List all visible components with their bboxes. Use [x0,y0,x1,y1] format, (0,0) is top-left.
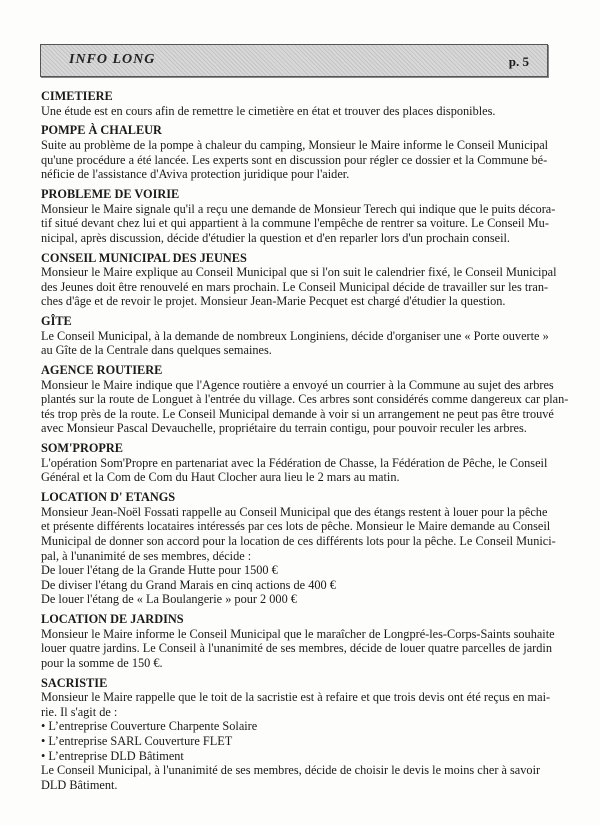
paragraph-line: Le Conseil Municipal, à l'unanimité de ses membres, décide de choisir le devis le moins cher à savoir [41,763,541,778]
section-heading: POMPE À CHALEUR [41,123,162,138]
paragraph-line: De diviser l'étang du Grand Marais en cinq actions de 400 € [41,577,336,592]
paragraph-line: De louer l'étang de la Grande Hutte pour 1500 € [41,563,278,578]
paragraph-line: au Gîte de la Centrale dans quelques semaines. [41,343,272,358]
paragraph-line: tif situé devant chez lui et qui appartient à la commune l'empêche de rentrer sa voiture. Le Conseil Mu- [41,216,549,231]
paragraph-line: pour la somme de 150 €. [41,655,163,670]
paragraph-line: Monsieur le Maire rappelle que le toit de la sacristie est à refaire et que trois devis ont été reçus en mai- [41,690,551,705]
paragraph-line: rie. Il s'agit de : [41,704,118,719]
paragraph-line: pal, à l'unanimité de ses membres, décide : [41,548,252,563]
paragraph-line: • L’entreprise SARL Couverture FLET [41,734,233,749]
paragraph-line: Municipal de donner son accord pour la location de ces différents lots pour la pêche. Le Conseil Munici- [41,533,556,548]
paragraph-line: des Jeunes doit être renouvelé en mars prochain. Le Conseil Municipal décide de travailler sur les tran- [41,279,549,294]
paragraph-line: Monsieur Jean-Noël Fossati rappelle au Conseil Municipal que des étangs restent à louer pour la pêche [41,504,548,519]
section-heading: AGENCE ROUTIERE [41,363,163,378]
paragraph-line: • L’entreprise DLD Bâtiment [41,748,184,763]
section-sacristie [41,676,561,793]
section-pompe-chaleur [41,123,561,181]
paragraph-line: néficie de l'assistance d'Aviva protection juridique pour l'aider. [41,167,350,182]
section-heading: PROBLEME DE VOIRIE [41,186,180,201]
paragraph-line: ches d'âge et de revoir le projet. Monsieur Jean-Marie Pecquet est chargé d'étudier la question. [41,294,506,309]
paragraph-line: et présente différents locataires intéressés par ces lots de pêche. Monsieur le Maire demande au Conseil [41,519,551,534]
paragraph-line: DLD Bâtiment. [41,777,118,792]
section-cimetiere [41,89,561,118]
paragraph-line: tés trop près de la route. Le Conseil Municipal demande à voir si un arrangement ne peut pas être trouvé [41,406,554,421]
section-location-de-jardins [41,612,561,670]
section-heading: LOCATION D' ETANGS [41,490,176,505]
paragraph-line: Le Conseil Municipal, à la demande de nombreux Longiniens, décide d'organiser une « Porte ouverte » [41,328,549,343]
paragraph-line: De louer l'étang de « La Boulangerie » pour 2 000 € [41,592,297,607]
section-heading: SOM'PROPRE [41,441,123,456]
section-heading: SACRISTIE [41,675,108,690]
paragraph-line: Monsieur le Maire informe le Conseil Municipal que le maraîcher de Longpré-les-Corps-Saints souhaite [41,626,555,641]
section-heading: CIMETIERE [41,89,113,103]
section-g-te [41,314,561,358]
paragraph-line: Suite au problème de la pompe à chaleur du camping, Monsieur le Maire informe le Conseil Municipal [41,137,549,152]
paragraph-line: qu'une procédure a été lancée. Les experts sont en discussion pour régler ce dossier et la Commune bé- [41,152,548,167]
newsletter-title: INFO LONG [69,52,156,67]
paragraph-line: Monsieur le Maire explique au Conseil Municipal que si l'on suit le calendrier fixé, le Conseil Municipal [41,265,557,280]
paragraph-line: louer quatre jardins. Le Conseil à l'unanimité de ses membres, décide de louer quatre parcelles de jardin [41,641,552,656]
section-conseil-municipal-des-jeunes [41,251,561,309]
article-content [41,89,569,798]
paragraph-line: Monsieur le Maire indique que l'Agence routière a envoyé un courrier à la Commune au sujet des arbres [41,377,554,392]
newsletter-header-banner [40,44,548,77]
paragraph-line: Général et la Com de Com du Haut Clocher aura lieu le 2 mars au matin. [41,470,400,485]
section-location-d-etangs [41,490,561,607]
section-heading: LOCATION DE JARDINS [41,612,184,627]
paragraph-line: Monsieur le Maire signale qu'il a reçu une demande de Monsieur Terech qui indique que le puits décora- [41,201,556,216]
section-agence-routiere [41,363,569,436]
paragraph-line: nicipal, après discussion, décide d'étudier la question et d'en reparler lors d'un prochain conseil. [41,230,510,245]
paragraph-line: • L’entreprise Couverture Charpente Solaire [41,719,258,734]
paragraph-line: L'opération Som'Propre en partenariat avec la Fédération de Chasse, la Fédération de Pêche, le Conseil [41,455,548,470]
section-som-propre [41,441,561,485]
section-probleme-de-voirie [41,187,561,245]
section-heading: CONSEIL MUNICIPAL DES JEUNES [41,250,247,265]
page-number: p. 5 [508,54,529,69]
paragraph-line: plantés sur la route de Longuet à l'entrée du village. Ces arbres sont considérés comme dangereux car plan- [41,392,569,407]
paragraph-line: avec Monsieur Pascal Devauchelle, propriétaire du terrain contigu, pour pouvoir reculer les arbres. [41,421,527,436]
paragraph-line: Une étude est en cours afin de remettre le cimetière en état et trouver des places disponibles. [41,103,496,118]
section-heading: GÎTE [41,314,72,329]
